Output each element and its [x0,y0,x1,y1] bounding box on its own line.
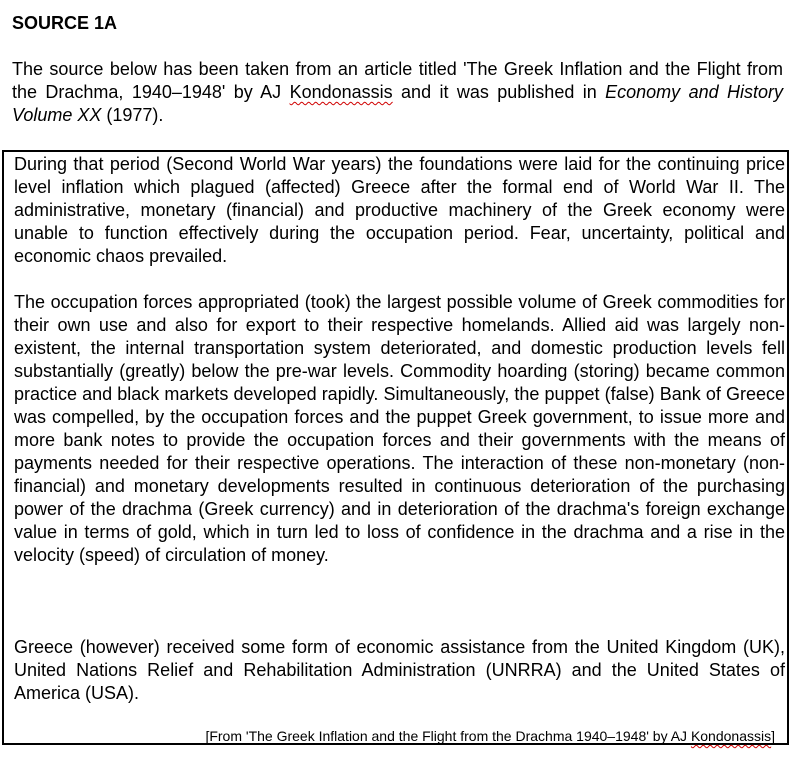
intro-journal-title: Economy and History Volume XX [12,82,783,125]
citation-author-name: Kondonassis [690,728,772,744]
citation-text-part2: ] [771,728,775,744]
source-paragraph-3: Greece (however) received some form of economic assistance from the United Kingdom (UK), United Nations Relief and Rehabilitation Administration (UNRRA) and the United States of America (USA). [14,637,785,703]
source-introduction [12,58,783,127]
citation-text-part1: [From 'The Greek Inflation and the Flight from the Drachma 1940–1948' by AJ [205,728,691,744]
source-heading: SOURCE 1A [12,13,118,33]
source-extract-box [2,150,789,745]
source-paragraph-1: During that period (Second World War years) the foundations were laid for the continuing price level inflation which plagued (affected) Greece after the formal end of World War II. The administrative, monetary (financial) and productive machinery of the Greek economy were unable to function effectively during the occupation period. Fear, uncertainty, political and economic chaos prevailed. [14,154,785,266]
intro-text-part1: The source below has been taken from an article titled 'The Greek Inflation and the Flight from the Drachma, 1940–1948' by AJ [12,59,783,102]
intro-author-name: Kondonassis [289,82,393,102]
source-paragraph-2: The occupation forces appropriated (took) the largest possible volume of Greek commodities for their own use and also for export to their respective homelands. Allied aid was largely non-existent, the internal transportation system deteriorated, and domestic production levels fell substantially (greatly) below the pre-war levels. Commodity hoarding (storing) became common practice and black markets developed rapidly. Simultaneously, the puppet (false) Bank of Greece was compelled, by the occupation forces and the puppet Greek government, to issue more and more bank notes to provide the occupation forces and their governments with the means of payments needed for their respective operations. The interaction of these non-monetary (non-financial) and monetary developments resulted in continuous deterioration of the purchasing power of the drachma (Greek currency) and in deterioration of the drachma's foreign exchange value in terms of gold, which in turn led to loss of confidence in the drachma and a rise in the velocity (speed) of circulation of money. [14,292,785,565]
source-citation [205,728,775,744]
intro-text-part2: and it was published in [392,82,606,102]
intro-text-part3: (1977). [101,105,164,125]
